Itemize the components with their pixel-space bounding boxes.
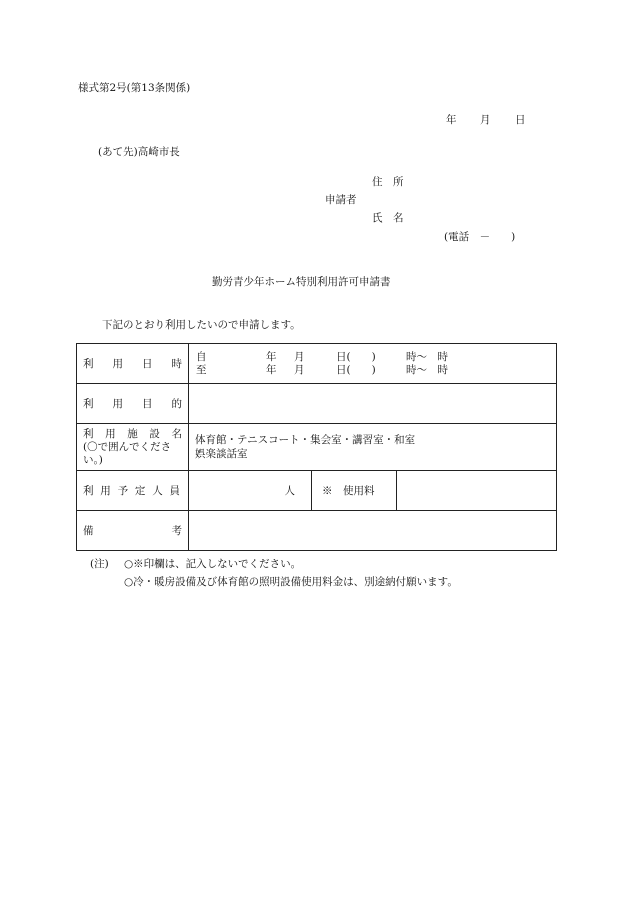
row-purpose [77, 384, 557, 424]
row-facility [77, 424, 557, 471]
fee-label: ※ 使用料 [312, 471, 397, 511]
label-datetime: 利 用 日 時 [83, 358, 182, 370]
row-remarks [77, 511, 557, 551]
datetime-to: 至 年 月 日( ) 時～ 時 [196, 363, 448, 376]
label-facility: 利 用 施 設 名 (〇で囲んでくださ い。) [83, 427, 182, 466]
application-table [76, 343, 557, 551]
fee-field [397, 471, 557, 511]
applicant-role-label: 申請者 [325, 194, 357, 206]
form-number: 様式第2号(第13条関係) [78, 82, 191, 94]
date-day: 日 [515, 114, 526, 126]
row-datetime [77, 344, 557, 384]
label-remarks: 備 考 [83, 525, 182, 537]
facility-options-line2: 娯楽談話室 [195, 448, 248, 460]
date-year: 年 [446, 114, 457, 126]
row-persons [77, 471, 557, 511]
note-2: ○冷・暖房設備及び体育館の照明設備使用料金は、別途納付願います。 [124, 576, 458, 588]
remarks-field[interactable] [189, 511, 557, 551]
datetime-from: 自 年 月 日( ) 時～ 時 [196, 350, 448, 363]
applicant-phone-label: (電話 － ) [444, 231, 516, 243]
label-persons: 利 用 予 定 人 員 [83, 485, 180, 497]
datetime-field[interactable] [189, 344, 557, 384]
applicant-address-label: 住 所 [372, 176, 404, 188]
note-1: ○※印欄は、記入しないでください。 [124, 558, 302, 570]
document-title: 勤労青少年ホーム特別利用許可申請書 [212, 276, 391, 288]
label-purpose: 利 用 目 的 [83, 398, 182, 410]
intro-text: 下記のとおり利用したいので申請します。 [102, 319, 301, 331]
date-month: 月 [480, 114, 491, 126]
notes-prefix: (注) [90, 558, 109, 570]
persons-unit: 人 [284, 485, 295, 497]
addressee: (あて先)高崎市長 [98, 146, 180, 158]
facility-field[interactable] [189, 424, 557, 471]
persons-field[interactable] [189, 471, 312, 511]
facility-options-line1: 体育館・テニスコート・集会室・講習室・和室 [195, 434, 416, 446]
applicant-name-label: 氏 名 [372, 212, 404, 224]
purpose-field[interactable] [189, 384, 557, 424]
